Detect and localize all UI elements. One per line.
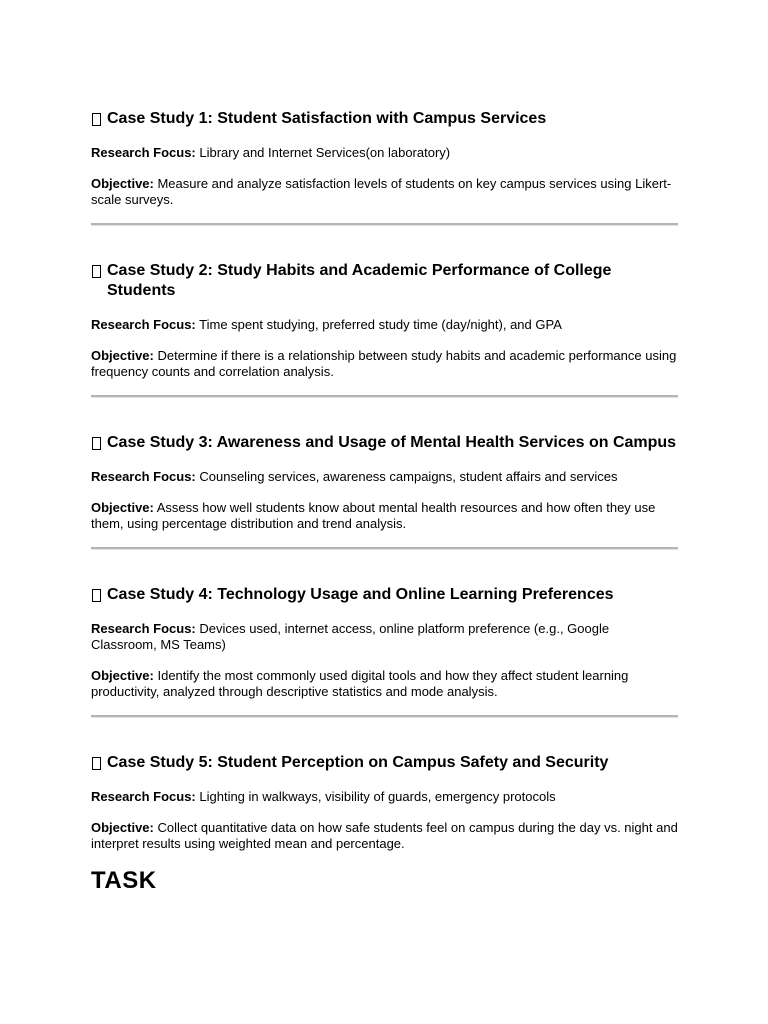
research-focus-label: Research Focus: bbox=[91, 317, 196, 332]
objective-label: Objective: bbox=[91, 820, 154, 835]
research-focus-text: Time spent studying, preferred study time (day/night), and GPA bbox=[195, 317, 562, 332]
section-divider bbox=[91, 547, 678, 550]
objective-text: Measure and analyze satisfaction levels of students on key campus services using Likert-scale surveys. bbox=[91, 176, 672, 207]
case-study-title-text: Case Study 2: Study Habits and Academic Performance of College Students bbox=[107, 262, 612, 299]
research-focus-text: Devices used, internet access, online platform preference (e.g., Google Classroom, MS Teams) bbox=[91, 621, 610, 652]
objective bbox=[91, 668, 678, 700]
research-focus bbox=[91, 469, 678, 485]
objective bbox=[91, 500, 678, 532]
missing-glyph-box-icon bbox=[92, 265, 101, 278]
case-study-title bbox=[91, 109, 678, 129]
objective-label: Objective: bbox=[91, 176, 154, 191]
research-focus bbox=[91, 621, 678, 653]
case-study-4 bbox=[91, 585, 678, 700]
research-focus-label: Research Focus: bbox=[91, 469, 196, 484]
research-focus-label: Research Focus: bbox=[91, 145, 196, 160]
section-divider bbox=[91, 223, 678, 226]
missing-glyph-box-icon bbox=[92, 113, 101, 126]
objective-text: Assess how well students know about mental health resources and how often they use them, using percentage distribution and trend analysis. bbox=[91, 500, 656, 531]
objective-label: Objective: bbox=[91, 668, 154, 683]
case-study-5 bbox=[91, 753, 678, 852]
section-divider bbox=[91, 715, 678, 718]
research-focus-text: Counseling services, awareness campaigns, student affairs and services bbox=[195, 469, 618, 484]
case-study-title-text: Case Study 3: Awareness and Usage of Mental Health Services on Campus bbox=[107, 434, 677, 451]
objective bbox=[91, 176, 678, 208]
research-focus-label: Research Focus: bbox=[91, 789, 196, 804]
case-study-title bbox=[91, 261, 678, 301]
research-focus-label: Research Focus: bbox=[91, 621, 196, 636]
objective bbox=[91, 820, 678, 852]
missing-glyph-box-icon bbox=[92, 757, 101, 770]
case-study-title-text: Case Study 4: Technology Usage and Online Learning Preferences bbox=[107, 586, 614, 603]
case-study-title bbox=[91, 753, 678, 773]
case-study-title bbox=[91, 585, 678, 605]
case-study-title-text: Case Study 5: Student Perception on Campus Safety and Security bbox=[107, 754, 609, 771]
objective-label: Objective: bbox=[91, 348, 154, 363]
missing-glyph-box-icon bbox=[92, 589, 101, 602]
missing-glyph-box-icon bbox=[92, 437, 101, 450]
objective-text: Identify the most commonly used digital tools and how they affect student learning productivity, analyzed through descriptive statistics and mode analysis. bbox=[91, 668, 629, 699]
case-study-title-text: Case Study 1: Student Satisfaction with Campus Services bbox=[107, 110, 547, 127]
objective-label: Objective: bbox=[91, 500, 154, 515]
case-study-title bbox=[91, 433, 678, 453]
objective bbox=[91, 348, 678, 380]
case-study-3 bbox=[91, 433, 678, 532]
research-focus-text: Lighting in walkways, visibility of guards, emergency protocols bbox=[195, 789, 556, 804]
objective-text: Collect quantitative data on how safe students feel on campus during the day vs. night and interpret results using weighted mean and percentage. bbox=[91, 820, 678, 851]
case-study-1 bbox=[91, 109, 678, 208]
research-focus bbox=[91, 789, 678, 805]
case-study-2 bbox=[91, 261, 678, 380]
objective-text: Determine if there is a relationship between study habits and academic performance using frequency counts and correlation analysis. bbox=[91, 348, 677, 379]
section-divider bbox=[91, 395, 678, 398]
research-focus-text: Library and Internet Services(on laboratory) bbox=[195, 145, 451, 160]
research-focus bbox=[91, 317, 678, 333]
task-heading: TASK bbox=[91, 867, 157, 894]
research-focus bbox=[91, 145, 678, 161]
